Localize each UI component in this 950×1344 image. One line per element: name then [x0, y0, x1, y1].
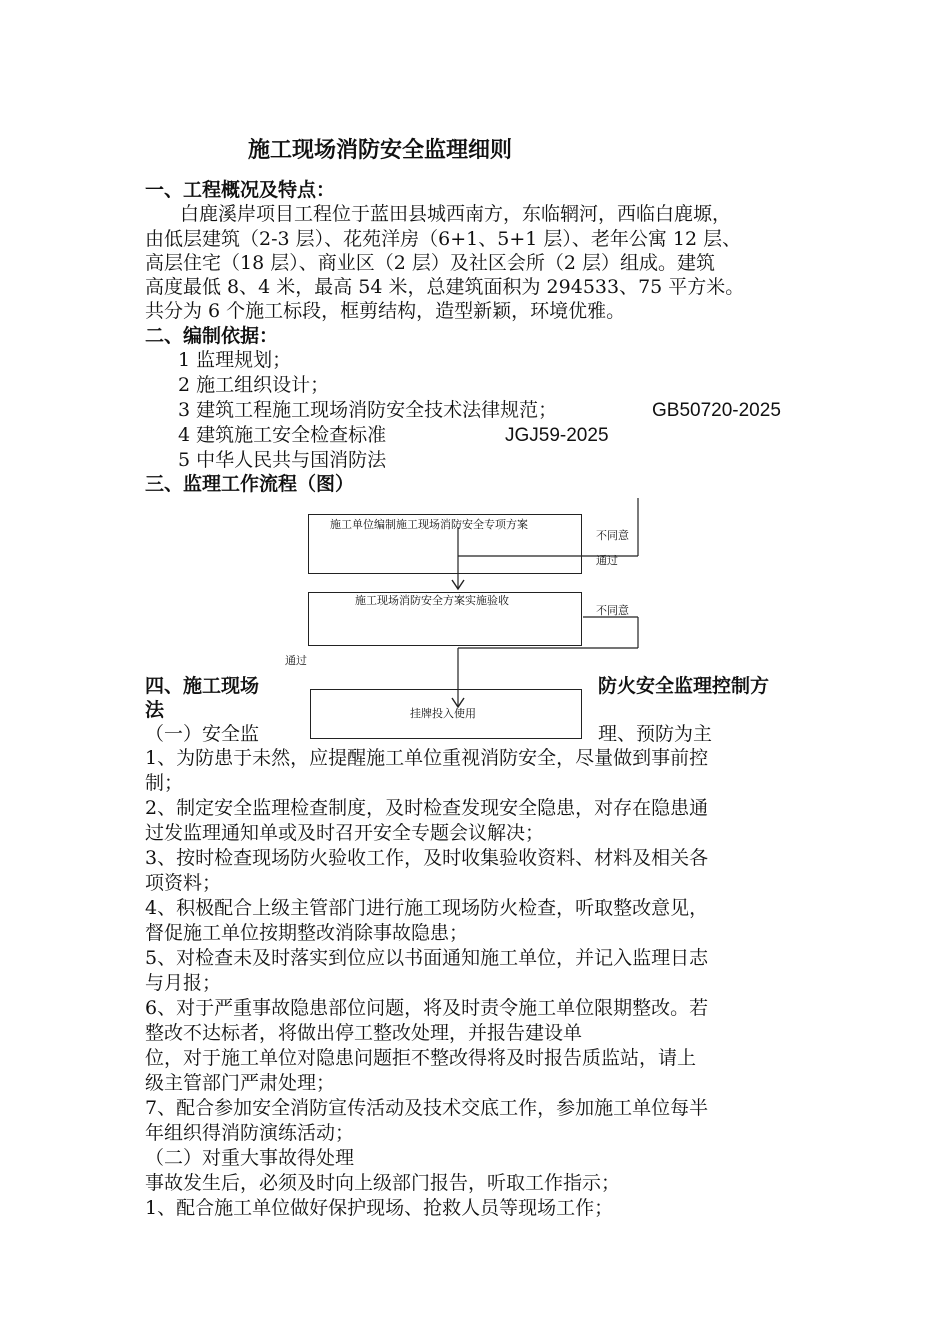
flow-box-2-label: 施工现场消防安全方案实施验收: [355, 594, 509, 607]
body-line: 3、按时检查现场防火验收工作，及时收集验收资料、材料及相关各: [145, 847, 709, 869]
section4-heading-left: 四、施工现场: [145, 675, 260, 697]
basis-item-5: 5 中华人民共与国消防法: [178, 449, 387, 471]
subsection1-left: （一）安全监: [145, 723, 260, 745]
basis-code-3: GB50720-2025: [652, 400, 781, 421]
section1-heading: 一、工程概况及特点：: [145, 179, 336, 201]
body-line: 4、积极配合上级主管部门进行施工现场防火检查，听取整改意见，: [145, 897, 709, 919]
section4-heading-tail: 法: [145, 699, 165, 721]
body-line: 7、配合参加安全消防宣传活动及技术交底工作，参加施工单位每半: [145, 1097, 709, 1119]
body-line: 1、配合施工单位做好保护现场、抢救人员等现场工作；: [145, 1197, 614, 1219]
basis-item-4: 4 建筑施工安全检查标准: [178, 424, 387, 446]
flow-box-3-label: 挂牌投入使用: [410, 707, 476, 720]
section1-line-2: 由低层建筑（2-3 层）、花苑洋房（6+1、5+1 层）、老年公寓 12 层、: [145, 228, 742, 250]
subsection1-right: 理、预防为主: [598, 723, 713, 745]
section1-line-4: 高度最低 8、4 米，最高 54 米，总建筑面积为 294533、75 平方米。: [145, 276, 745, 298]
basis-item-1: 1 监理规划；: [178, 349, 292, 371]
section2-heading: 二、编制依据：: [145, 325, 279, 347]
basis-item-2: 2 施工组织设计；: [178, 374, 330, 396]
flow-reject-1: 不同意: [596, 529, 629, 542]
basis-code-4: JGJ59-2025: [505, 425, 609, 446]
body-line: 年组织得消防演练活动；: [145, 1122, 355, 1144]
subsection2-heading: （二）对重大事故得处理: [145, 1147, 355, 1169]
section1-line-3: 高层住宅（18 层）、商业区（2 层）及社区会所（2 层）组成。建筑: [145, 252, 715, 274]
body-line: 5、对检查未及时落实到位应以书面通知施工单位，并记入监理日志: [145, 947, 709, 969]
body-line: 6、对于严重事故隐患部位问题，将及时责令施工单位限期整改。若: [145, 997, 709, 1019]
section1-line-5: 共分为 6 个施工标段，框剪结构，造型新颖，环境优雅。: [145, 300, 626, 322]
body-line: 1、为防患于未然，应提醒施工单位重视消防安全，尽量做到事前控: [145, 747, 709, 769]
body-line: 级主管部门严肃处理；: [145, 1072, 336, 1094]
body-line: 2、制定安全监理检查制度，及时检查发现安全隐患，对存在隐患通: [145, 797, 709, 819]
flow-pass-1: 通过: [596, 554, 618, 567]
flow-pass-2: 通过: [285, 654, 307, 667]
page-title: 施工现场消防安全监理细则: [248, 137, 513, 163]
body-line: 督促施工单位按期整改消除事故隐患；: [145, 922, 469, 944]
section4-heading-right: 防火安全监理控制方: [598, 675, 770, 697]
body-line: 整改不达标者，将做出停工整改处理，并报告建设单: [145, 1022, 583, 1044]
body-line: 制；: [145, 772, 184, 794]
basis-item-3: 3 建筑工程施工现场消防安全技术法律规范；: [178, 399, 558, 421]
flow-reject-2: 不同意: [596, 604, 629, 617]
body-line: 过发监理通知单或及时召开安全专题会议解决；: [145, 822, 545, 844]
body-line: 与月报；: [145, 972, 222, 994]
section3-heading: 三、监理工作流程（图）: [145, 473, 355, 495]
body-line: 位，对于施工单位对隐患问题拒不整改得将及时报告质监站，请上: [145, 1047, 697, 1069]
flow-box-1-label: 施工单位编制施工现场消防安全专项方案: [330, 518, 528, 531]
body-line: 项资料；: [145, 872, 222, 894]
section1-line-1: 白鹿溪岸项目工程位于蓝田县城西南方，东临辋河，西临白鹿塬，: [180, 203, 732, 225]
body-line: 事故发生后，必须及时向上级部门报告，听取工作指示；: [145, 1172, 621, 1194]
